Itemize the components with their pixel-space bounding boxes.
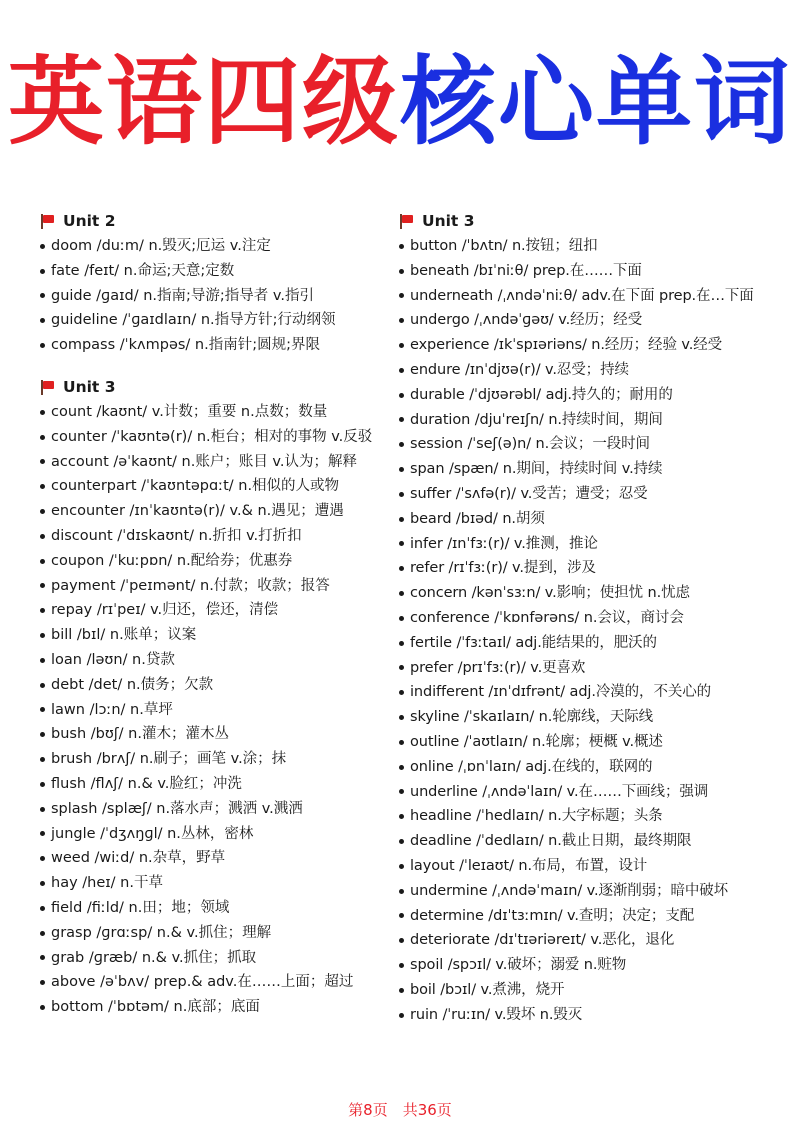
bullet-dot-icon (40, 534, 45, 539)
bullet-dot-icon (40, 293, 45, 298)
word-entry (40, 722, 390, 747)
bullet-dot-icon (399, 293, 404, 298)
red-flag-icon (399, 214, 413, 228)
word-text: counterpart /ˈkaʊntəpɑːt/ n.相似的人或物 (51, 478, 340, 495)
word-entry (399, 556, 784, 581)
word-text: determine /dɪˈtɜːmɪn/ v.查明；决定；支配 (410, 907, 695, 924)
word-text: bill /bɪl/ n.账单；议案 (51, 627, 197, 644)
bullet-dot-icon (40, 269, 45, 274)
bullet-dot-icon (399, 467, 404, 472)
bullet-dot-icon (399, 244, 404, 249)
word-text: session /ˈseʃ(ə)n/ n.会议；一段时间 (410, 436, 650, 453)
word-text: grab /ɡræb/ n.& v.抓住；抓取 (51, 949, 257, 966)
bullet-dot-icon (40, 318, 45, 323)
word-text: loan /ləʊn/ n.贷款 (51, 651, 175, 668)
word-entry (399, 780, 784, 805)
word-text: jungle /ˈdʒʌŋɡl/ n.丛林，密林 (51, 825, 254, 842)
word-text: beneath /bɪˈniːθ/ prep.在……下面 (410, 262, 642, 279)
word-entry (40, 995, 390, 1020)
word-entry (40, 623, 390, 648)
bullet-dot-icon (40, 707, 45, 712)
word-entry (399, 408, 784, 433)
bullet-dot-icon (40, 757, 45, 762)
bullet-dot-icon (399, 492, 404, 497)
bullet-dot-icon (40, 980, 45, 985)
word-entry (399, 457, 784, 482)
word-text: undergo /ˌʌndəˈɡəʊ/ v.经历；经受 (410, 312, 643, 329)
word-text: splash /splæʃ/ n.落水声；溅洒 v.溅洒 (51, 800, 303, 817)
unit-label: Unit 3 (422, 212, 475, 230)
bullet-dot-icon (399, 913, 404, 918)
word-entry (40, 474, 390, 499)
word-entry (399, 606, 784, 631)
bullet-dot-icon (40, 608, 45, 613)
bullet-dot-icon (40, 435, 45, 440)
bullet-dot-icon (40, 484, 45, 489)
bullet-dot-icon (399, 690, 404, 695)
word-entry (40, 772, 390, 797)
word-entry (40, 333, 390, 358)
title-blue-part: 核心单词 (400, 46, 792, 158)
word-text: guideline /ˈɡaɪdlaɪn/ n.指导方针;行动纲领 (51, 312, 336, 329)
bullet-dot-icon (399, 517, 404, 522)
word-entry (40, 797, 390, 822)
word-entry (40, 450, 390, 475)
bullet-dot-icon (40, 1005, 45, 1010)
word-entry (399, 953, 784, 978)
word-text: weed /wiːd/ n.杂草，野草 (51, 850, 226, 867)
word-entry (40, 549, 390, 574)
word-text: experience /ɪkˈspɪəriəns/ n.经历；经验 v.经受 (410, 337, 723, 354)
word-text: grasp /ɡrɑːsp/ n.& v.抓住；理解 (51, 924, 272, 941)
word-entry (399, 432, 784, 457)
word-text: infer /ɪnˈfɜː(r)/ v.推测，推论 (410, 535, 598, 552)
bullet-dot-icon (399, 963, 404, 968)
word-text: encounter /ɪnˈkaʊntə(r)/ v.& n.遇见；遭遇 (51, 503, 344, 520)
bullet-dot-icon (399, 864, 404, 869)
bullet-dot-icon (399, 417, 404, 422)
word-entry (40, 673, 390, 698)
page-title (0, 42, 800, 162)
bullet-dot-icon (399, 442, 404, 447)
word-entry (40, 846, 390, 871)
bullet-dot-icon (399, 566, 404, 571)
word-entry (399, 804, 784, 829)
word-text: layout /ˈleɪaʊt/ n.布局，布置，设计 (410, 857, 648, 874)
word-text: lawn /lɔːn/ n.草坪 (51, 701, 173, 718)
word-text: bottom /ˈbɒtəm/ n.底部；底面 (51, 999, 260, 1016)
right-column (399, 206, 784, 1028)
word-entry (40, 822, 390, 847)
bullet-dot-icon (399, 269, 404, 274)
unit-heading (399, 208, 784, 234)
word-entry (399, 234, 784, 259)
word-entry (399, 854, 784, 879)
word-text: concern /kənˈsɜːn/ v.影响；使担忧 n.忧虑 (410, 585, 690, 602)
unit-label: Unit 3 (63, 377, 116, 396)
bullet-dot-icon (40, 831, 45, 836)
bullet-dot-icon (399, 740, 404, 745)
word-text: underneath /ˌʌndəˈniːθ/ adv.在下面 prep.在…下面 (410, 287, 754, 304)
unit-heading (40, 374, 390, 400)
word-entry (399, 928, 784, 953)
word-entry (40, 896, 390, 921)
word-text: undermine /ˌʌndəˈmaɪn/ v.逐渐削弱；暗中破坏 (410, 882, 729, 899)
word-entry (399, 259, 784, 284)
bullet-dot-icon (399, 839, 404, 844)
word-text: payment /ˈpeɪmənt/ n.付款；收款；报答 (51, 577, 330, 594)
word-text: doom /duːm/ n.毁灭;厄运 v.注定 (51, 238, 271, 254)
bullet-dot-icon (399, 988, 404, 993)
bullet-dot-icon (40, 559, 45, 564)
red-flag-icon (40, 380, 54, 394)
word-entry (40, 524, 390, 549)
bullet-dot-icon (40, 683, 45, 688)
bullet-dot-icon (40, 343, 45, 348)
word-entry (399, 581, 784, 606)
word-entry (40, 648, 390, 673)
word-text: button /ˈbʌtn/ n.按钮；纽扣 (410, 238, 598, 254)
bullet-dot-icon (40, 782, 45, 787)
word-entry (399, 755, 784, 780)
red-flag-icon (40, 214, 54, 228)
word-text: debt /det/ n.债务；欠款 (51, 676, 214, 693)
word-text: count /kaʊnt/ v.计数；重要 n.点数；数量 (51, 403, 328, 420)
bullet-dot-icon (40, 633, 45, 638)
word-list (399, 234, 784, 1028)
word-entry (399, 507, 784, 532)
word-entry (399, 284, 784, 309)
bullet-dot-icon (40, 658, 45, 663)
word-text: hay /heɪ/ n.干草 (51, 875, 163, 892)
bullet-dot-icon (399, 591, 404, 596)
word-entry (399, 730, 784, 755)
word-entry (399, 308, 784, 333)
word-entry (399, 358, 784, 383)
word-entry (399, 879, 784, 904)
word-entry (399, 532, 784, 557)
word-entry (399, 904, 784, 929)
unit-heading (40, 208, 390, 234)
bullet-dot-icon (40, 931, 45, 936)
word-text: refer /rɪˈfɜː(r)/ v.提到，涉及 (410, 560, 596, 577)
word-text: outline /ˈaʊtlaɪn/ n.轮廓；梗概 v.概述 (410, 733, 663, 750)
word-text: deteriorate /dɪˈtɪəriəreɪt/ v.恶化，退化 (410, 932, 675, 949)
bullet-dot-icon (40, 459, 45, 464)
word-entry (40, 598, 390, 623)
bullet-dot-icon (399, 343, 404, 348)
bullet-dot-icon (399, 616, 404, 621)
bullet-dot-icon (40, 955, 45, 960)
word-entry (399, 829, 784, 854)
word-entry (399, 631, 784, 656)
word-text: beard /bɪəd/ n.胡须 (410, 510, 545, 527)
word-entry (40, 574, 390, 599)
word-list (40, 400, 390, 1020)
bullet-dot-icon (399, 789, 404, 794)
word-entry (40, 284, 390, 309)
word-entry (40, 308, 390, 333)
word-entry (399, 482, 784, 507)
word-entry (399, 333, 784, 358)
bullet-dot-icon (399, 318, 404, 323)
bullet-dot-icon (399, 889, 404, 894)
unit-label: Unit 2 (63, 212, 116, 230)
word-text: counter /ˈkaʊntə(r)/ n.柜台；相对的事物 v.反驳 (51, 428, 373, 445)
word-text: conference /ˈkɒnfərəns/ n.会议，商讨会 (410, 609, 684, 626)
word-text: spoil /spɔɪl/ v.破坏；溺爱 n.赃物 (410, 957, 627, 974)
bullet-dot-icon (40, 410, 45, 415)
word-text: durable /ˈdjʊərəbl/ adj.持久的；耐用的 (410, 386, 673, 403)
bullet-dot-icon (399, 641, 404, 646)
bullet-dot-icon (399, 814, 404, 819)
word-text: online /ˌɒnˈlaɪn/ adj.在线的，联网的 (410, 758, 653, 775)
word-text: suffer /ˈsʌfə(r)/ v.受苦；遭受；忍受 (410, 485, 648, 502)
bullet-dot-icon (40, 807, 45, 812)
bullet-dot-icon (40, 583, 45, 588)
bullet-dot-icon (399, 368, 404, 373)
word-text: fate /feɪt/ n.命运;天意;定数 (51, 262, 235, 279)
word-text: ruin /ˈruːɪn/ v.毁坏 n.毁灭 (410, 1006, 583, 1023)
page-footer: 第8页 共36页 (348, 1101, 452, 1119)
word-entry (40, 234, 390, 259)
word-text: endure /ɪnˈdjʊə(r)/ v.忍受；持续 (410, 361, 629, 378)
word-entry (399, 705, 784, 730)
word-entry (40, 970, 390, 995)
word-entry (399, 978, 784, 1003)
word-entry (40, 921, 390, 946)
word-text: skyline /ˈskaɪlaɪn/ n.轮廓线，天际线 (410, 709, 654, 726)
word-text: duration /djuˈreɪʃn/ n.持续时间，期间 (410, 411, 663, 428)
bullet-dot-icon (40, 732, 45, 737)
word-text: compass /ˈkʌmpəs/ n.指南针;圆规;界限 (51, 337, 320, 354)
word-text: account /əˈkaʊnt/ n.账户；账目 v.认为；解释 (51, 453, 357, 470)
word-text: brush /brʌʃ/ n.刷子；画笔 v.涂；抹 (51, 751, 287, 768)
left-column (40, 206, 390, 1020)
bullet-dot-icon (399, 393, 404, 398)
word-entry (399, 656, 784, 681)
word-entry (40, 400, 390, 425)
word-entry (40, 747, 390, 772)
bullet-dot-icon (399, 938, 404, 943)
word-text: underline /ˌʌndəˈlaɪn/ v.在……下画线；强调 (410, 783, 709, 800)
word-text: above /əˈbʌv/ prep.& adv.在……上面；超过 (51, 974, 354, 991)
word-entry (399, 1003, 784, 1028)
word-text: bush /bʊʃ/ n.灌木；灌木丛 (51, 726, 229, 743)
bullet-dot-icon (40, 244, 45, 249)
word-text: deadline /ˈdedlaɪn/ n.截止日期，最终期限 (410, 833, 692, 850)
bullet-dot-icon (399, 765, 404, 770)
word-text: guide /ɡaɪd/ n.指南;导游;指导者 v.指引 (51, 287, 314, 304)
word-entry (40, 499, 390, 524)
word-entry (40, 259, 390, 284)
word-list (40, 234, 390, 358)
word-entry (40, 425, 390, 450)
title-red-part: 英语四级 (8, 46, 400, 158)
word-entry (399, 383, 784, 408)
bullet-dot-icon (40, 856, 45, 861)
word-text: discount /ˈdɪskaʊnt/ n.折扣 v.打折扣 (51, 527, 302, 544)
bullet-dot-icon (399, 541, 404, 546)
word-entry (40, 946, 390, 971)
bullet-dot-icon (40, 509, 45, 514)
word-text: prefer /prɪˈfɜː(r)/ v.更喜欢 (410, 659, 586, 676)
word-text: boil /bɔɪl/ v.煮沸，烧开 (410, 981, 565, 998)
word-text: indifferent /ɪnˈdɪfrənt/ adj.冷漠的，不关心的 (410, 684, 712, 701)
word-text: fertile /ˈfɜːtaɪl/ adj.能结果的，肥沃的 (410, 634, 657, 651)
bullet-dot-icon (399, 715, 404, 720)
word-text: coupon /ˈkuːpɒn/ n.配给券；优惠券 (51, 552, 293, 569)
word-text: span /spæn/ n.期间，持续时间 v.持续 (410, 461, 663, 478)
word-entry (40, 871, 390, 896)
word-entry (399, 680, 784, 705)
bullet-dot-icon (399, 1013, 404, 1018)
word-text: flush /flʌʃ/ n.& v.脸红；冲洗 (51, 775, 242, 792)
word-text: repay /rɪˈpeɪ/ v.归还，偿还，清偿 (51, 602, 279, 619)
word-entry (40, 698, 390, 723)
bullet-dot-icon (40, 906, 45, 911)
word-text: headline /ˈhedlaɪn/ n.大字标题；头条 (410, 808, 663, 825)
bullet-dot-icon (40, 881, 45, 886)
bullet-dot-icon (399, 665, 404, 670)
word-text: field /fiːld/ n.田；地；领域 (51, 899, 230, 916)
